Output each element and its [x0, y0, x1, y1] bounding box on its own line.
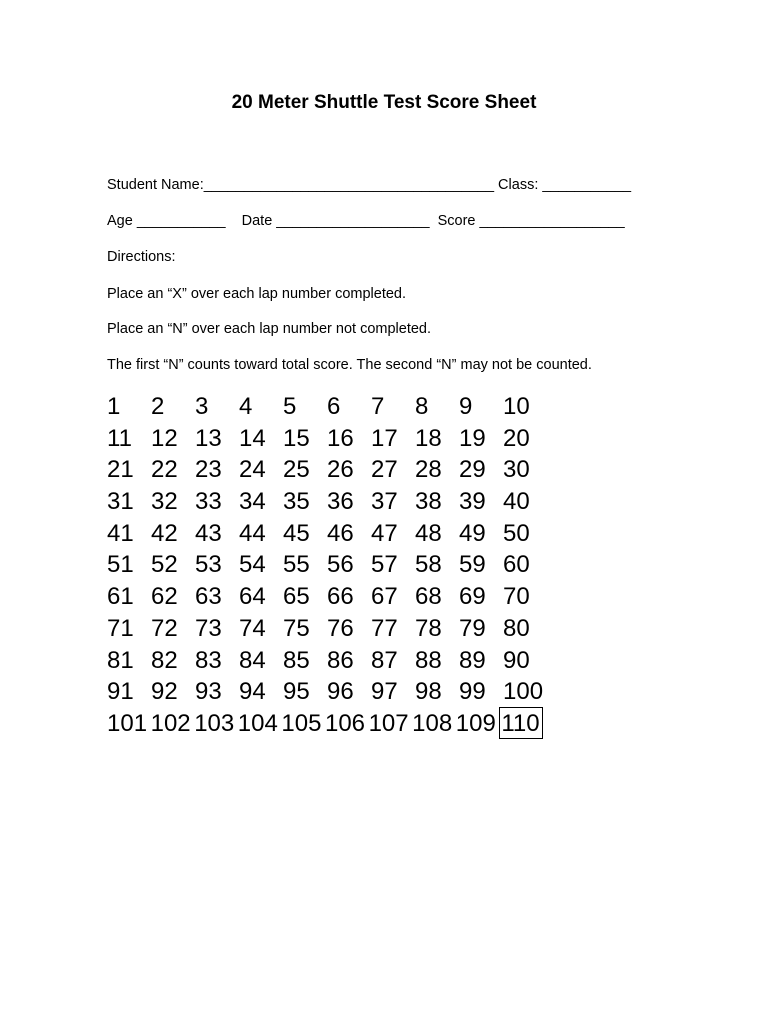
lap-number: 24 [239, 456, 266, 484]
lap-number: 23 [195, 456, 222, 484]
lap-number: 106 [324, 709, 366, 737]
lap-number: 13 [195, 424, 222, 452]
lap-number: 55 [283, 551, 310, 579]
lap-number: 90 [503, 646, 530, 674]
lap-number: 39 [459, 488, 486, 516]
lap-number: 53 [195, 551, 222, 579]
directions-heading: Directions: [107, 249, 176, 265]
lap-number: 46 [327, 519, 354, 547]
lap-number: 40 [503, 488, 530, 516]
lap-number: 58 [415, 551, 442, 579]
lap-number: 93 [195, 678, 222, 706]
lap-number: 3 [195, 393, 209, 420]
lap-number: 89 [459, 646, 486, 674]
lap-number: 29 [459, 456, 486, 484]
lap-number: 66 [327, 583, 354, 611]
lap-number: 92 [151, 678, 178, 706]
lap-number: 37 [371, 488, 398, 516]
lap-number: 61 [107, 583, 134, 611]
lap-number: 67 [371, 583, 398, 611]
lap-number: 21 [107, 456, 134, 484]
student-name-class-line: Student Name:____________________________________ Class: ___________ [107, 177, 632, 193]
lap-number: 18 [415, 424, 442, 452]
lap-row [107, 485, 547, 517]
lap-number: 94 [239, 678, 266, 706]
lap-number: 98 [415, 678, 442, 706]
lap-number: 6 [327, 393, 341, 420]
lap-number: 88 [415, 646, 442, 674]
lap-number: 62 [151, 583, 178, 611]
lap-number: 27 [371, 456, 398, 484]
lap-number: 26 [327, 456, 354, 484]
lap-number: 109 [455, 709, 496, 737]
lap-number: 80 [503, 614, 530, 642]
lap-number: 16 [327, 424, 354, 452]
lap-number: 76 [327, 614, 354, 642]
lap-number: 15 [283, 424, 310, 452]
lap-number: 12 [151, 424, 178, 452]
lap-number: 9 [459, 393, 473, 420]
lap-number: 65 [283, 583, 310, 611]
lap-number: 31 [107, 488, 134, 516]
lap-number: 32 [151, 488, 178, 516]
lap-number: 68 [415, 583, 442, 611]
lap-number: 11 [107, 424, 132, 452]
lap-number: 5 [283, 393, 297, 420]
lap-number: 82 [151, 646, 178, 674]
lap-row [107, 707, 547, 739]
lap-number: 81 [107, 646, 134, 674]
lap-number: 51 [107, 551, 134, 579]
lap-number: 86 [327, 646, 354, 674]
lap-number: 97 [371, 678, 398, 706]
lap-number: 91 [107, 678, 134, 706]
directions-line-not-completed: Place an “N” over each lap number not completed. [107, 321, 432, 337]
lap-number: 33 [195, 488, 222, 516]
lap-row [107, 422, 547, 454]
lap-number: 42 [151, 519, 178, 547]
lap-number: 25 [283, 456, 310, 484]
lap-number: 2 [151, 393, 165, 420]
lap-row [107, 644, 547, 676]
lap-row [107, 548, 547, 580]
page-title: 20 Meter Shuttle Test Score Sheet [231, 92, 537, 113]
lap-number: 43 [195, 519, 222, 547]
lap-number: 34 [239, 488, 266, 516]
lap-number: 63 [195, 583, 222, 611]
directions-line-scoring: The first “N” counts toward total score. The second “N” may not be counted. [107, 357, 592, 373]
lap-number: 56 [327, 551, 354, 579]
lap-number: 73 [195, 614, 222, 642]
lap-number: 38 [415, 488, 442, 516]
lap-number: 87 [371, 646, 398, 674]
directions-line-completed: Place an “X” over each lap number completed. [107, 286, 407, 302]
lap-number: 70 [503, 583, 530, 611]
lap-number-grid [107, 390, 547, 739]
lap-number: 1 [107, 393, 121, 420]
lap-number: 100 [503, 678, 544, 706]
lap-number: 19 [459, 424, 486, 452]
lap-number: 48 [415, 519, 442, 547]
lap-number: 79 [459, 614, 486, 642]
lap-number: 96 [327, 678, 354, 706]
lap-number: 71 [107, 614, 134, 642]
lap-number: 77 [371, 614, 398, 642]
lap-number: 110 [499, 707, 543, 739]
lap-number: 101 [107, 709, 148, 737]
lap-number: 50 [503, 519, 530, 547]
lap-number: 7 [371, 393, 385, 420]
lap-row [107, 390, 547, 422]
lap-number: 103 [194, 709, 235, 737]
lap-number: 17 [371, 424, 398, 452]
lap-number: 75 [283, 614, 310, 642]
lap-row [107, 675, 547, 707]
lap-number: 22 [151, 456, 178, 484]
lap-number: 14 [239, 424, 266, 452]
lap-number: 59 [459, 551, 486, 579]
lap-number: 35 [283, 488, 310, 516]
lap-number: 41 [107, 519, 134, 547]
lap-number: 10 [503, 393, 530, 420]
lap-number: 57 [371, 551, 398, 579]
lap-number: 47 [371, 519, 398, 547]
lap-number: 49 [459, 519, 486, 547]
lap-row [107, 453, 547, 485]
lap-number: 36 [327, 488, 354, 516]
lap-number: 78 [415, 614, 442, 642]
lap-number: 104 [237, 709, 278, 737]
lap-row [107, 580, 547, 612]
lap-number: 83 [195, 646, 222, 674]
lap-number: 108 [412, 709, 453, 737]
lap-number: 44 [239, 519, 266, 547]
lap-number: 105 [281, 709, 322, 737]
lap-number: 64 [239, 583, 266, 611]
age-date-score-line: Age ___________ Date ___________________ Score __________________ [107, 213, 625, 229]
lap-number: 85 [283, 646, 310, 674]
lap-row [107, 612, 547, 644]
lap-number: 20 [503, 424, 530, 452]
lap-number: 60 [503, 551, 530, 579]
lap-number: 95 [283, 678, 310, 706]
lap-number: 4 [239, 393, 253, 420]
lap-number: 102 [150, 709, 191, 737]
lap-number: 72 [151, 614, 178, 642]
lap-number: 28 [415, 456, 442, 484]
lap-number: 45 [283, 519, 310, 547]
lap-row [107, 517, 547, 549]
lap-number: 69 [459, 583, 486, 611]
lap-number: 54 [239, 551, 266, 579]
lap-number: 84 [239, 646, 266, 674]
lap-number: 107 [368, 709, 409, 737]
lap-number: 99 [459, 678, 486, 706]
lap-number: 74 [239, 614, 266, 642]
lap-number: 30 [503, 456, 530, 484]
lap-number: 52 [151, 551, 178, 579]
lap-number: 8 [415, 393, 429, 420]
